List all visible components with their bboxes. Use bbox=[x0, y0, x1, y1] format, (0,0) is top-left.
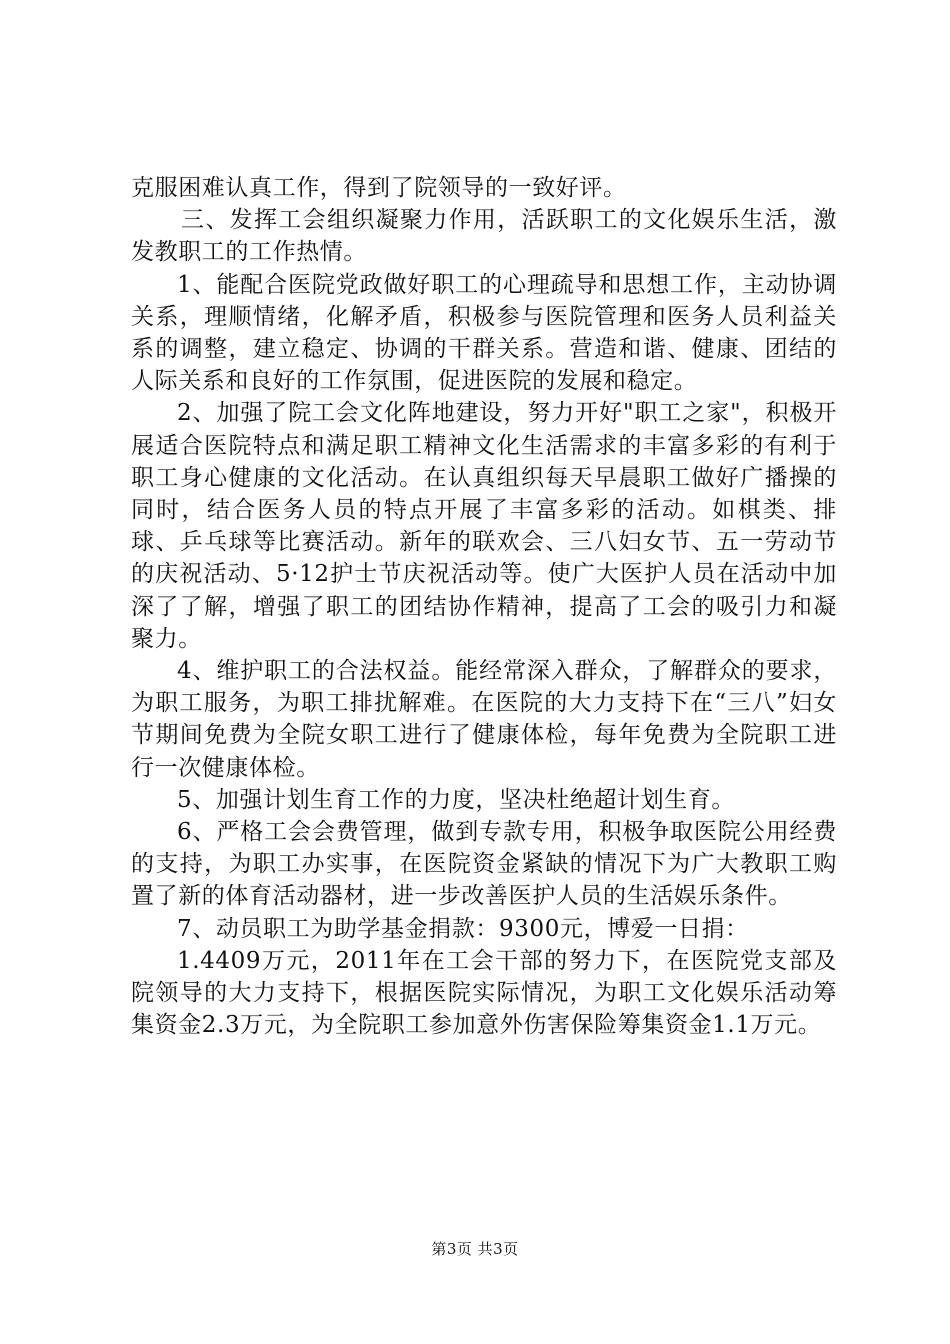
paragraph-item-2: 2、加强了院工会文化阵地建设，努力开好"职工之家"，积极开展适合医院特点和满足职工精神文化生活需求的丰富多彩的有利于职工身心健康的文化活动。在认真组织每天早晨职工做好广播操的同时，结合医务人员的特点开展了丰富多彩的活动。如棋类、排球、乒乓球等比赛活动。新年的联欢会、三八妇女节、五一劳动节的庆祝活动、5·12护士节庆祝活动等。使广大医护人员在活动中加深了了解，增强了职工的团结协作精神，提高了工会的吸引力和凝聚力。 bbox=[131, 400, 837, 652]
page-number-label: 第3页 共3页 bbox=[431, 1240, 519, 1258]
paragraph-item-7: 7、动员职工为助学基金捐款：9300元，博爱一日捐： bbox=[177, 915, 749, 942]
document-body bbox=[131, 172, 837, 1041]
paragraph-continuation: 克服困难认真工作，得到了院领导的一致好评。 bbox=[131, 175, 627, 201]
paragraph-item-4: 4、维护职工的合法权益。能经常深入群众，了解群众的要求，为职工服务，为职工排扰解难。在医院的大力支持下在“三八”妇女节期间免费为全院女职工进行了健康体检，每年免费为全院职工进行一次健康体检。 bbox=[131, 658, 837, 781]
paragraph-item-7-continued: 1.4409万元，2011年在工会干部的努力下，在医院党支部及院领导的大力支持下，根据医院实际情况，为职工文化娱乐活动筹集资金2.3万元，为全院职工参加意外伤害保险筹集资金1.1万元。 bbox=[131, 947, 837, 1039]
page-footer bbox=[0, 1238, 950, 1259]
paragraph-item-1: 1、能配合医院党政做好职工的心理疏导和思想工作，主动协调关系，理顺情绪，化解矛盾，积极参与医院管理和医务人员利益关系的调整，建立稳定、协调的干群关系。营造和谐、健康、团结的人际关系和良好的工作氛围，促进医院的发展和稳定。 bbox=[131, 271, 837, 395]
paragraph-section-three-heading: 三、发挥工会组织凝聚力作用，活跃职工的文化娱乐生活，激发教职工的工作热情。 bbox=[131, 207, 837, 266]
paragraph-item-5: 5、加强计划生育工作的力度，坚决杜绝超计划生育。 bbox=[177, 786, 736, 813]
paragraph-item-6: 6、严格工会会费管理，做到专款专用，积极争取医院公用经费的支持，为职工办实事，在医院资金紧缺的情况下为广大教职工购置了新的体育活动器材，进一步改善医护人员的生活娱乐条件。 bbox=[131, 819, 837, 910]
